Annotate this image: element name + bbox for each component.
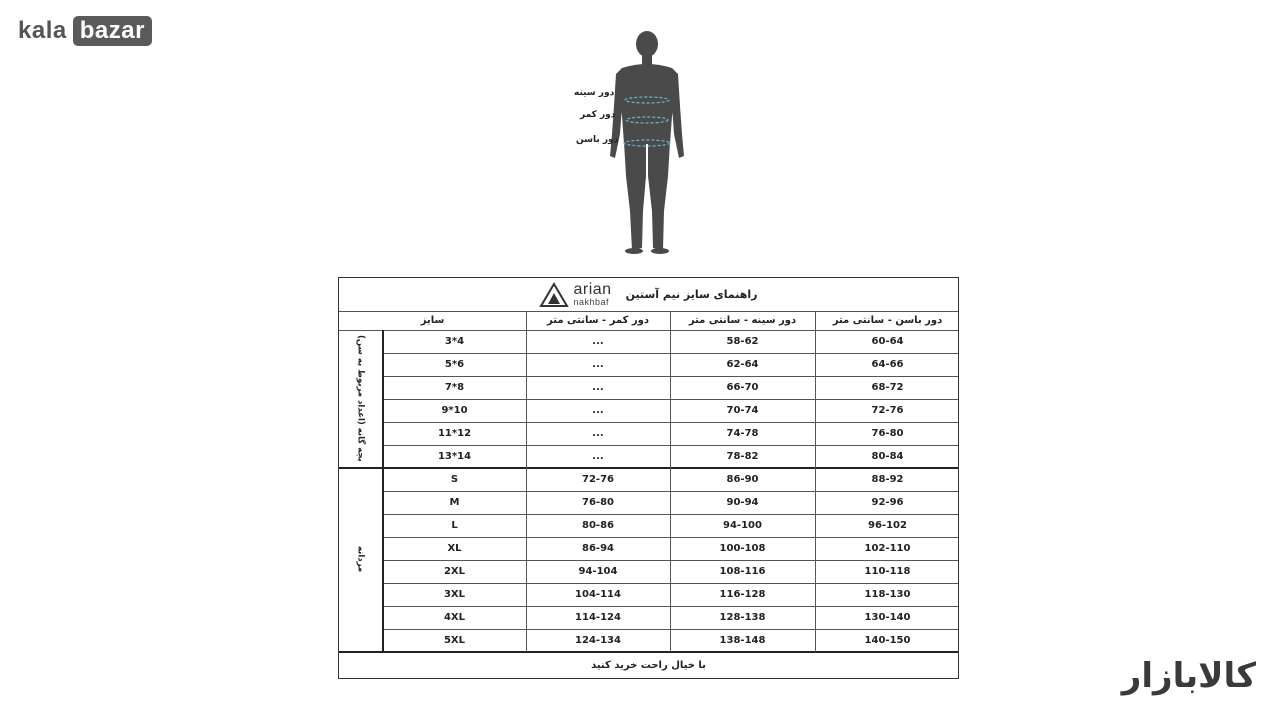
cell-waist: ...: [592, 428, 604, 439]
arian-triangle-icon: [539, 282, 569, 308]
cell-size: 9*10: [441, 405, 468, 416]
cell-hip: 60-64: [871, 336, 904, 347]
header-waist: دور کمر - سانتی متر: [547, 315, 649, 326]
cell-hip: 76-80: [871, 428, 904, 439]
cell-hip: 130-140: [864, 612, 911, 623]
cell-hip: 72-76: [871, 405, 904, 416]
cell-size: 3*4: [444, 336, 465, 347]
cell-chest: 138-148: [719, 634, 766, 646]
cell-chest: 74-78: [726, 428, 759, 439]
cell-waist: 80-86: [582, 520, 614, 531]
cell-chest: 86-90: [726, 474, 759, 485]
cell-chest: 100-108: [719, 543, 766, 554]
cell-chest: 128-138: [719, 612, 766, 623]
cell-size: XL: [447, 543, 462, 554]
cell-chest: 90-94: [726, 497, 759, 508]
group-label-kids: بچه گانه (اعداد مربوط به سن): [355, 335, 366, 462]
kalabazar-logo: [18, 16, 152, 46]
cell-chest: 66-70: [726, 382, 759, 393]
header-hip: دور باسن - سانتی متر: [832, 315, 943, 326]
table-title-row: [339, 278, 958, 311]
kalabazar-watermark: کالابازار: [1121, 656, 1256, 696]
cell-chest: 58-62: [726, 336, 759, 347]
cell-size: 5XL: [443, 634, 466, 646]
header-size: سایز: [420, 315, 445, 326]
cell-hip: 68-72: [871, 382, 904, 393]
logo-bazar-text: bazar: [73, 16, 152, 46]
cell-waist: 86-94: [582, 543, 614, 554]
group-label-men: مردانه: [355, 546, 366, 573]
cell-hip: 80-84: [871, 450, 904, 462]
cell-chest: 94-100: [723, 520, 762, 531]
cell-hip: 102-110: [864, 543, 911, 554]
cell-hip: 118-130: [864, 589, 911, 600]
cell-waist: 94-104: [578, 566, 618, 577]
header-chest: دور سینه - سانتی متر: [688, 315, 797, 326]
cell-size: L: [451, 520, 458, 531]
cell-chest: 78-82: [726, 450, 759, 462]
arian-logo: [539, 282, 611, 308]
chest-label: دور سینه: [574, 88, 615, 98]
cell-size: 3XL: [443, 589, 466, 600]
cell-waist: ...: [592, 359, 604, 370]
cell-size: 5*6: [444, 359, 465, 370]
arian-logo-sub: nakhbaf: [573, 297, 610, 307]
cell-size: 4XL: [443, 612, 466, 623]
cell-waist: ...: [592, 336, 604, 347]
table-footer: با خیال راحت خرید کنید: [591, 660, 706, 671]
cell-waist: ...: [592, 450, 604, 462]
cell-hip: 96-102: [868, 520, 907, 531]
cell-hip: 110-118: [864, 566, 911, 577]
cell-size: 13*14: [437, 450, 472, 462]
cell-size: 7*8: [444, 382, 465, 393]
cell-hip: 88-92: [871, 474, 904, 485]
cell-size: 11*12: [437, 428, 472, 439]
cell-waist: 124-134: [575, 634, 621, 646]
cell-size: 2XL: [443, 566, 466, 577]
arian-logo-main: arian: [573, 281, 612, 298]
cell-waist: ...: [592, 405, 604, 416]
cell-size: M: [449, 497, 460, 508]
cell-waist: 104-114: [575, 589, 621, 600]
cell-hip: 92-96: [871, 497, 904, 508]
cell-chest: 70-74: [726, 405, 759, 416]
cell-hip: 140-150: [864, 634, 911, 646]
cell-waist: 72-76: [582, 474, 614, 485]
table-title: راهنمای سایز نیم آستین: [625, 288, 758, 301]
cell-chest: 116-128: [719, 589, 766, 600]
logo-kala-text: kala: [18, 17, 67, 44]
cell-size: S: [450, 474, 459, 485]
size-guide-table: [338, 277, 959, 679]
cell-chest: 62-64: [726, 359, 759, 370]
cell-waist: 76-80: [582, 497, 614, 508]
cell-waist: 114-124: [575, 612, 621, 623]
cell-waist: ...: [592, 382, 604, 393]
cell-hip: 64-66: [871, 359, 904, 370]
waist-label: دور کمر: [580, 110, 616, 120]
cell-chest: 108-116: [719, 566, 766, 577]
body-measurement-figure: [560, 26, 740, 256]
hip-label: دور باسن: [576, 135, 619, 145]
